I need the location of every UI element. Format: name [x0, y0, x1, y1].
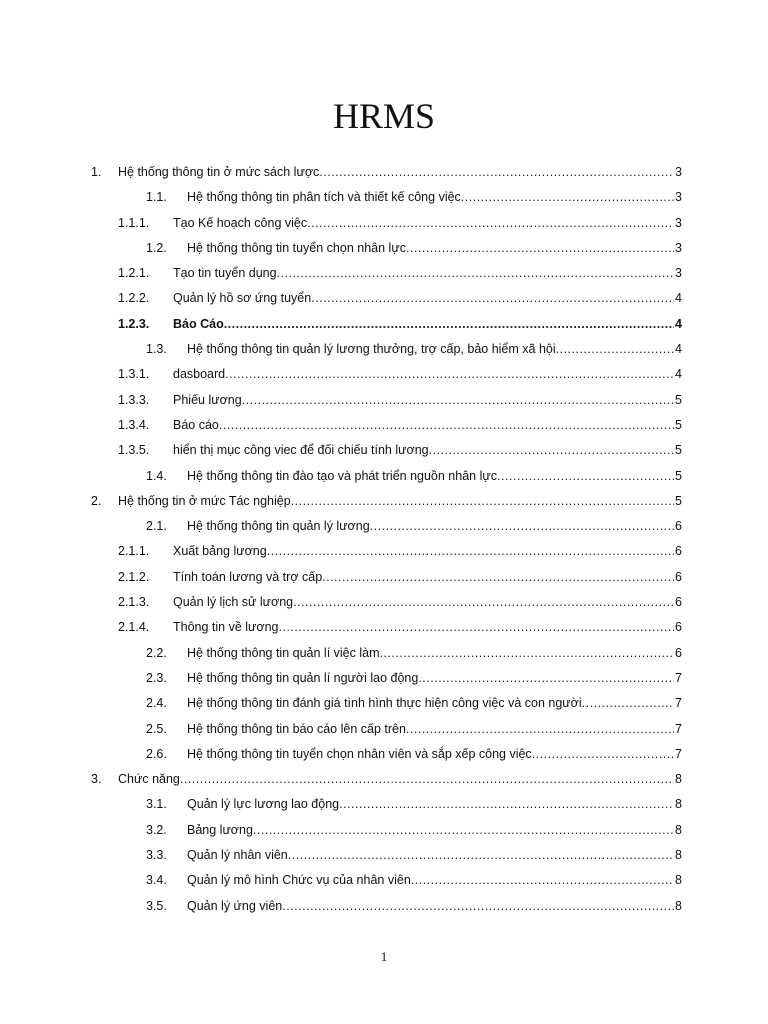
toc-entry-number: 2.1.	[146, 519, 167, 534]
dot-leader	[379, 641, 674, 666]
toc-entry-line	[187, 843, 682, 868]
toc-entry-line	[173, 286, 682, 311]
toc-entry-page: 7	[675, 696, 682, 711]
dot-leader	[418, 666, 674, 691]
dot-leader	[461, 185, 674, 210]
toc-entry-page: 3	[675, 266, 682, 281]
toc-entry-number: 2.1.4.	[118, 620, 150, 635]
toc-entry-number: 3.5.	[146, 898, 167, 913]
toc-entry-title: Hệ thống thông tin quản lý lương	[187, 519, 370, 534]
toc-entry[interactable]	[0, 489, 768, 514]
toc-entry[interactable]	[0, 717, 768, 742]
toc-entry-line	[187, 894, 682, 919]
dot-leader	[411, 868, 674, 893]
toc-entry-page: 8	[675, 797, 682, 812]
toc-entry-number: 1.2.	[146, 240, 167, 255]
dot-leader	[253, 818, 674, 843]
dot-leader	[291, 489, 674, 514]
dot-leader	[322, 565, 674, 590]
toc-entry-title: Báo cáo	[173, 417, 219, 432]
toc-entry-number: 1.2.1.	[118, 266, 150, 281]
toc-entry-line	[187, 666, 682, 691]
toc-entry-number: 1.4.	[146, 468, 167, 483]
toc-entry-title: Hệ thống thông tin tuyển chọn nhân lực	[187, 240, 406, 255]
toc-entry-title: dasboard	[173, 367, 226, 382]
toc-entry-page: 4	[675, 316, 682, 331]
dot-leader	[307, 211, 674, 236]
toc-entry[interactable]	[0, 539, 768, 564]
toc-entry-page: 8	[675, 848, 682, 863]
dot-leader	[242, 388, 674, 413]
toc-entry[interactable]	[0, 160, 768, 185]
toc-entry[interactable]	[0, 565, 768, 590]
dot-leader	[219, 413, 674, 438]
toc-entry[interactable]	[0, 362, 768, 387]
toc-entry-line	[187, 868, 682, 893]
toc-entry-title: Hệ thống thông tin tuyển chọn nhân viên và sắp xếp công việc	[187, 746, 532, 761]
toc-entry-page: 6	[675, 544, 682, 559]
toc-entry-number: 1.1.	[146, 190, 167, 205]
dot-leader	[406, 717, 674, 742]
toc-entry-title: Hệ thống thông tin ở mức sách lược	[118, 165, 320, 179]
toc-entry[interactable]	[0, 514, 768, 539]
toc-entry[interactable]	[0, 818, 768, 843]
toc-entry-number: 1.3.1.	[118, 367, 150, 382]
toc-entry-page: 8	[675, 822, 682, 837]
toc-entry[interactable]	[0, 615, 768, 640]
toc-entry-number: 3.4.	[146, 873, 167, 888]
toc-entry[interactable]	[0, 312, 768, 337]
toc-entry[interactable]	[0, 438, 768, 463]
toc-entry-title: Phiếu lương	[173, 392, 242, 407]
toc-entry-title: Tạo Kế hoạch công việc	[173, 215, 308, 230]
toc-entry-number: 2.1.3.	[118, 595, 150, 610]
toc-entry[interactable]	[0, 868, 768, 893]
dot-leader	[288, 843, 674, 868]
toc-entry-number: 1.3.3.	[118, 392, 150, 407]
page-number: 1	[380, 949, 388, 964]
dot-leader	[277, 261, 674, 286]
toc-entry-line	[187, 691, 682, 716]
toc-entry-number: 2.2.	[146, 645, 167, 660]
toc-entry[interactable]	[0, 641, 768, 666]
toc-entry-page: 6	[675, 595, 682, 610]
toc-entry-title: Thông tin về lương	[173, 620, 279, 635]
toc-entry[interactable]	[0, 843, 768, 868]
toc-entry[interactable]	[0, 666, 768, 691]
dot-leader	[225, 362, 674, 387]
dot-leader	[339, 792, 674, 817]
dot-leader	[429, 438, 674, 463]
toc-entry-line	[187, 742, 682, 767]
toc-entry-number: 3.3.	[146, 848, 167, 863]
dot-leader	[532, 742, 674, 767]
toc-entry[interactable]	[0, 413, 768, 438]
toc-entry-page: 6	[675, 645, 682, 660]
toc-entry-line	[118, 160, 682, 185]
toc-entry-page: 8	[675, 772, 682, 787]
toc-entry-number: 2.5.	[146, 721, 167, 736]
toc-entry-number: 3.2.	[146, 822, 167, 837]
toc-entry-title: Hệ thống thông tin đào tạo và phát triển nguồn nhân lực	[187, 468, 497, 483]
toc-entry-line	[187, 185, 682, 210]
toc-entry-title: Bảng lương	[187, 822, 253, 837]
toc-entry-line	[173, 388, 682, 413]
toc-entry-number: 3.1.	[146, 797, 167, 812]
toc-entry-number: 1.	[91, 165, 102, 179]
toc-entry[interactable]	[0, 185, 768, 210]
toc-entry-title: Hệ thống thông tin quản lí người lao động	[187, 670, 419, 685]
dot-leader	[279, 615, 674, 640]
toc-entry[interactable]	[0, 792, 768, 817]
toc-entry-title: Tạo tin tuyển dụng	[173, 266, 277, 281]
toc-entry[interactable]	[0, 742, 768, 767]
toc-entry-page: 8	[675, 873, 682, 888]
toc-entry[interactable]	[0, 286, 768, 311]
toc-entry-line	[173, 539, 682, 564]
toc-entry-page: 8	[675, 898, 682, 913]
toc-entry-number: 1.2.3.	[118, 316, 150, 331]
toc-entry-line	[187, 792, 682, 817]
toc-entry-title: Quản lý nhân viên	[187, 848, 288, 863]
toc-entry-line	[173, 362, 682, 387]
toc-entry-line	[173, 615, 682, 640]
toc-entry[interactable]	[0, 236, 768, 261]
toc-entry-number: 2.3.	[146, 670, 167, 685]
toc-entry-number: 1.1.1.	[118, 215, 150, 230]
dot-leader	[267, 539, 674, 564]
dot-leader	[319, 160, 674, 185]
toc-entry-title: Quản lý ứng viên	[187, 898, 283, 913]
toc-entry-line	[173, 261, 682, 286]
toc-entry-title: Hệ thống thông tin báo cáo lên cấp trên	[187, 721, 406, 736]
toc-entry[interactable]	[0, 211, 768, 236]
toc-entry-line	[187, 337, 682, 362]
toc-entry-title: Báo Cáo	[173, 316, 224, 331]
toc-entry-line	[173, 565, 682, 590]
toc-entry-page: 5	[675, 443, 682, 458]
toc-entry-line	[118, 489, 682, 514]
dot-leader	[180, 767, 674, 792]
toc-entry-number: 3.	[91, 772, 102, 787]
toc-entry[interactable]	[0, 464, 768, 489]
dot-leader	[582, 691, 674, 716]
toc-entry-number: 2.4.	[146, 696, 167, 711]
dot-leader	[282, 894, 674, 919]
toc-entry-title: Xuất bảng lương	[173, 544, 267, 559]
toc-entry-title: Hệ thống thông tin đánh giá tình hình thực hiện công việc và con người	[187, 696, 582, 711]
toc-entry-title: hiển thị mục công viec để đối chiếu tính lương	[173, 443, 429, 458]
toc-entry-line	[173, 590, 682, 615]
toc-entry-number: 1.3.4.	[118, 417, 150, 432]
toc-entry-page: 6	[675, 569, 682, 584]
toc-entry-number: 2.1.1.	[118, 544, 150, 559]
toc-entry-page: 6	[675, 620, 682, 635]
toc-entry[interactable]	[0, 337, 768, 362]
toc-entry-page: 4	[675, 367, 682, 382]
dot-leader	[311, 286, 674, 311]
toc-entry[interactable]	[0, 767, 768, 792]
toc-entry-page: 3	[675, 190, 682, 205]
toc-entry-number: 2.	[91, 493, 102, 508]
toc-entry-number: 2.6.	[146, 746, 167, 761]
toc-entry-line	[173, 211, 682, 236]
toc-entry[interactable]	[0, 894, 768, 919]
toc-entry-number: 1.3.	[146, 342, 167, 357]
toc-entry-line	[187, 464, 682, 489]
toc-entry-line	[187, 717, 682, 742]
toc-entry-title: Quản lý mô hình Chức vụ của nhân viên	[187, 873, 411, 888]
toc-entry-title: Tính toán lương và trợ cấp	[173, 569, 323, 584]
toc-entry-title: Quản lý lịch sử lương	[173, 595, 294, 610]
toc-entry-page: 7	[675, 670, 682, 685]
toc-entry-page: 4	[675, 342, 682, 357]
toc-entry-page: 5	[675, 417, 682, 432]
toc-entry-line	[173, 413, 682, 438]
toc-entry-number: 2.1.2.	[118, 569, 150, 584]
dot-leader	[406, 236, 674, 261]
toc-entry-title: Quản lý hồ sơ ứng tuyển	[173, 291, 312, 306]
dot-leader	[370, 514, 674, 539]
table-of-contents	[0, 160, 768, 919]
toc-entry-title: Hệ thống tin ở mức Tác nghiệp	[118, 493, 291, 508]
toc-entry-number: 1.2.2.	[118, 291, 150, 306]
toc-entry-title: Quản lý lực lương lao động	[187, 797, 340, 812]
dot-leader	[224, 312, 674, 337]
dot-leader	[293, 590, 674, 615]
dot-leader	[497, 464, 674, 489]
toc-entry-page: 4	[675, 291, 682, 306]
toc-entry-line	[187, 818, 682, 843]
toc-entry[interactable]	[0, 261, 768, 286]
toc-entry-title: Hệ thống thông tin quản lí việc làm	[187, 645, 380, 660]
toc-entry-page: 6	[675, 519, 682, 534]
toc-entry-title: Chức năng	[118, 772, 180, 787]
page-title: HRMS	[332, 96, 436, 136]
toc-entry-page: 3	[675, 240, 682, 255]
toc-entry-number: 1.3.5.	[118, 443, 150, 458]
toc-entry-page: 3	[675, 165, 682, 179]
toc-entry-page: 7	[675, 746, 682, 761]
toc-entry[interactable]	[0, 388, 768, 413]
toc-entry-title: Hệ thống thông tin quản lý lương thưởng, trợ cấp, bảo hiểm xã hội	[187, 342, 556, 357]
toc-entry-page: 5	[675, 468, 682, 483]
toc-entry-line	[187, 236, 682, 261]
dot-leader	[556, 337, 674, 362]
toc-entry-line	[173, 312, 682, 337]
toc-entry-title: Hệ thống thông tin phân tích và thiết kế công việc	[187, 190, 461, 205]
toc-entry-page: 7	[675, 721, 682, 736]
toc-entry-page: 5	[675, 493, 682, 508]
toc-entry-page: 3	[675, 215, 682, 230]
toc-entry[interactable]	[0, 590, 768, 615]
toc-entry-line	[187, 514, 682, 539]
toc-entry-line	[173, 438, 682, 463]
toc-entry-line	[187, 641, 682, 666]
toc-entry-line	[118, 767, 682, 792]
toc-entry[interactable]	[0, 691, 768, 716]
toc-entry-page: 5	[675, 392, 682, 407]
